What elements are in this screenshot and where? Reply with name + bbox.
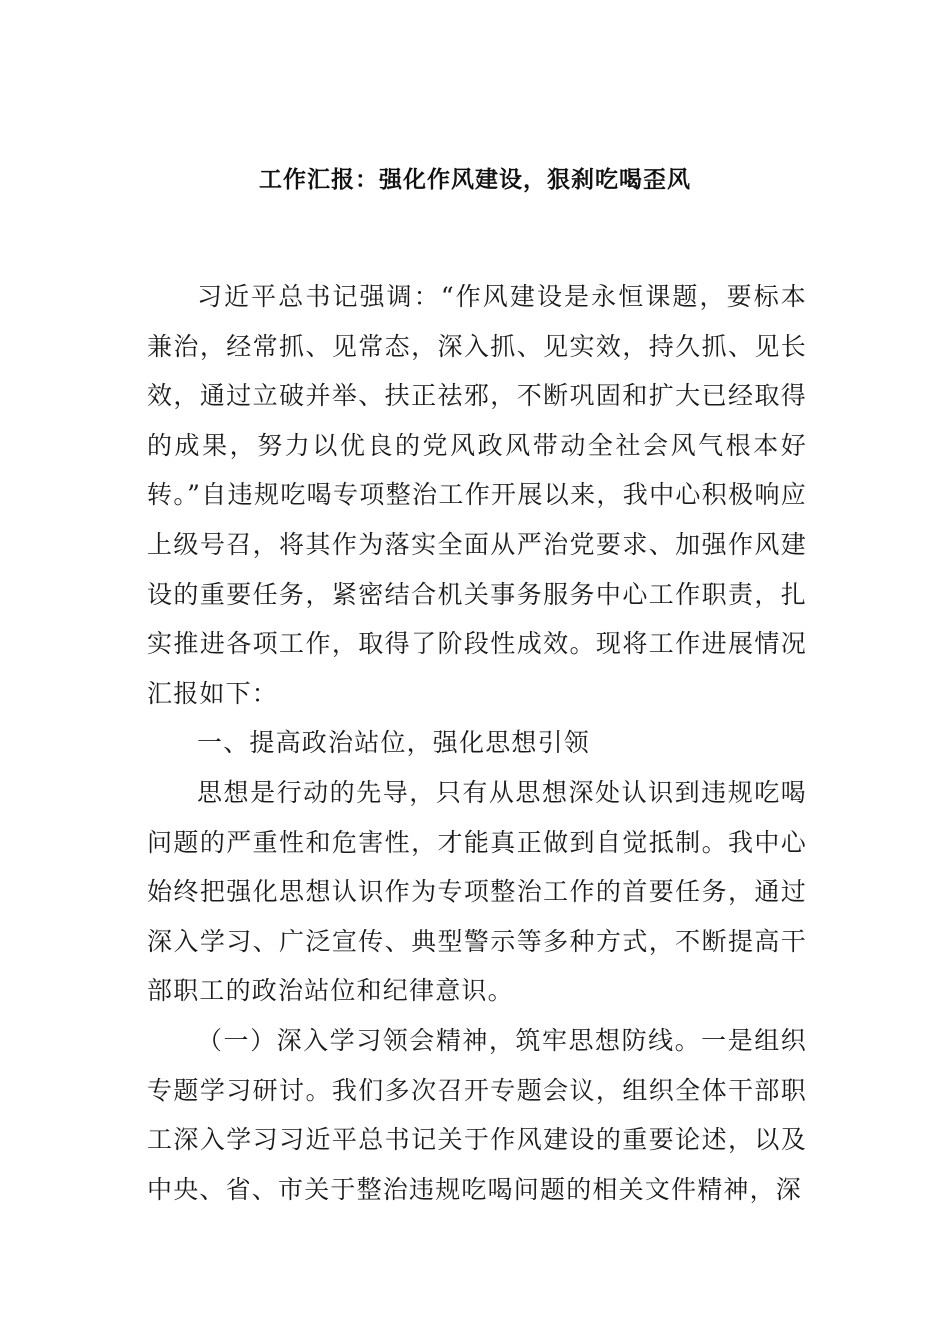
subsection-paragraph: （一）深入学习领会精神，筑牢思想防线。一是组织专题学习研讨。我们多次召开专题会议，组织全体干部职工深入学习习近平总书记关于作风建设的重要论述，以及中央、省、市关于整治违规吃喝问题的相关文件精神，深 <box>147 1025 807 1204</box>
document-title: 工作汇报：强化作风建设，狠刹吃喝歪风 <box>259 167 691 193</box>
document-body <box>147 272 807 1214</box>
section-paragraph: 思想是行动的先导，只有从思想深处认识到违规吃喝问题的严重性和危害性，才能真正做到自觉抵制。我中心始终把强化思想认识作为专项整治工作的首要任务，通过深入学习、广泛宣传、典型警示等多种方式，不断提高干部职工的政治站位和纪律意识。 <box>147 777 807 1006</box>
section-heading: 一、提高政治站位，强化思想引领 <box>197 728 591 758</box>
intro-paragraph: 习近平总书记强调：“作风建设是永恒课题，要标本兼治，经常抓、见常态，深入抓、见实效，持久抓、见长效，通过立破并举、扶正祛邪，不断巩固和扩大已经取得的成果，努力以优良的党风政风带动全社会风气根本好转。”自违规吃喝专项整治工作开展以来，我中心积极响应上级号召，将其作为落实全面从严治党要求、加强作风建设的重要任务，紧密结合机关事务服务中心工作职责，扎实推进各项工作，取得了阶段性成效。现将工作进展情况汇报如下： <box>147 282 807 708</box>
